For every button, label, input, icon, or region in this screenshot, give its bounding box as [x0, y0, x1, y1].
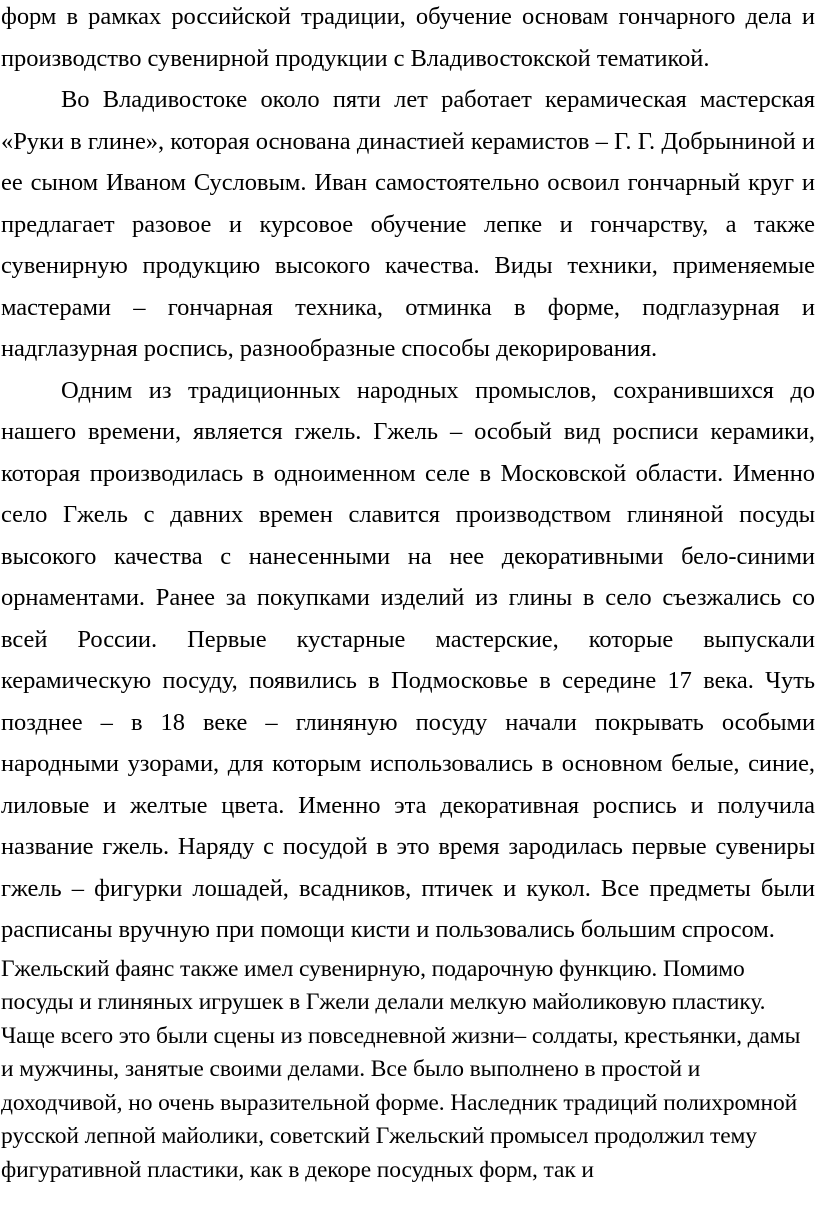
paragraph-gzhel-faience: Гжельский фаянс также имел сувенирную, подарочную функцию. Помимо посуды и глиняных игрушек в Гжели делали мелкую майоликовую пластику. Чаще всего это были сцены из повседневной жизни– солдаты, крестьянки, дамы и мужчины, занятые своими делами. Все было выполнено в простой и доходчивой, но очень выразительной форме. Наследник традиций полихромной русской лепной майолики, советский Гжельский промысел продолжил тему фигуративной пластики, как в декоре посудных форм, так и [1, 955, 801, 1183]
paragraph-vladivostok-workshop: Во Владивостоке около пяти лет работает керамическая мастерская «Руки в глине», которая основана династией керамистов – Г. Г. Добрыниной и ее сыном Иваном Сусловым. Иван самостоятельно освоил гончарный круг и предлагает разовое и курсовое обучение лепке и гончарству, а также сувенирную продукцию высокого качества. Виды техники, применяемые мастерами – гончарная техника, отминка в форме, подглазурная и надглазурная роспись, разнообразные способы декорирования. [1, 86, 815, 362]
paragraph-continuation: форм в рамках российской традиции, обучение основам гончарного дела и производство сувенирной продукции с Владивостокской тематикой. [1, 3, 815, 72]
paragraph-gzhel-history: Одним из традиционных народных промыслов, сохранившихся до нашего времени, является гжель. Гжель – особый вид росписи керамики, которая производилась в одноименном селе в Московской области. Именно село Гжель с давних времен славится производством глиняной посуды высокого качества с нанесенными на нее декоративными бело-синими орнаментами. Ранее за покупками изделий из глины в село съезжались со всей России. Первые кустарные мастерские, которые выпускали керамическую посуду, появились в Подмосковье в середине 17 века. Чуть позднее – в 18 веке – глиняную посуду начали покрывать особыми народными узорами, для которым использовались в основном белые, синие, лиловые и желтые цвета. Именно эта декоративная роспись и получила название гжель. Наряду с посудой в это время зародилась первые сувениры гжель – фигурки лошадей, всадников, птичек и кукол. Все предметы были расписаны вручную при помощи кисти и пользовались большим спросом. [1, 376, 815, 943]
